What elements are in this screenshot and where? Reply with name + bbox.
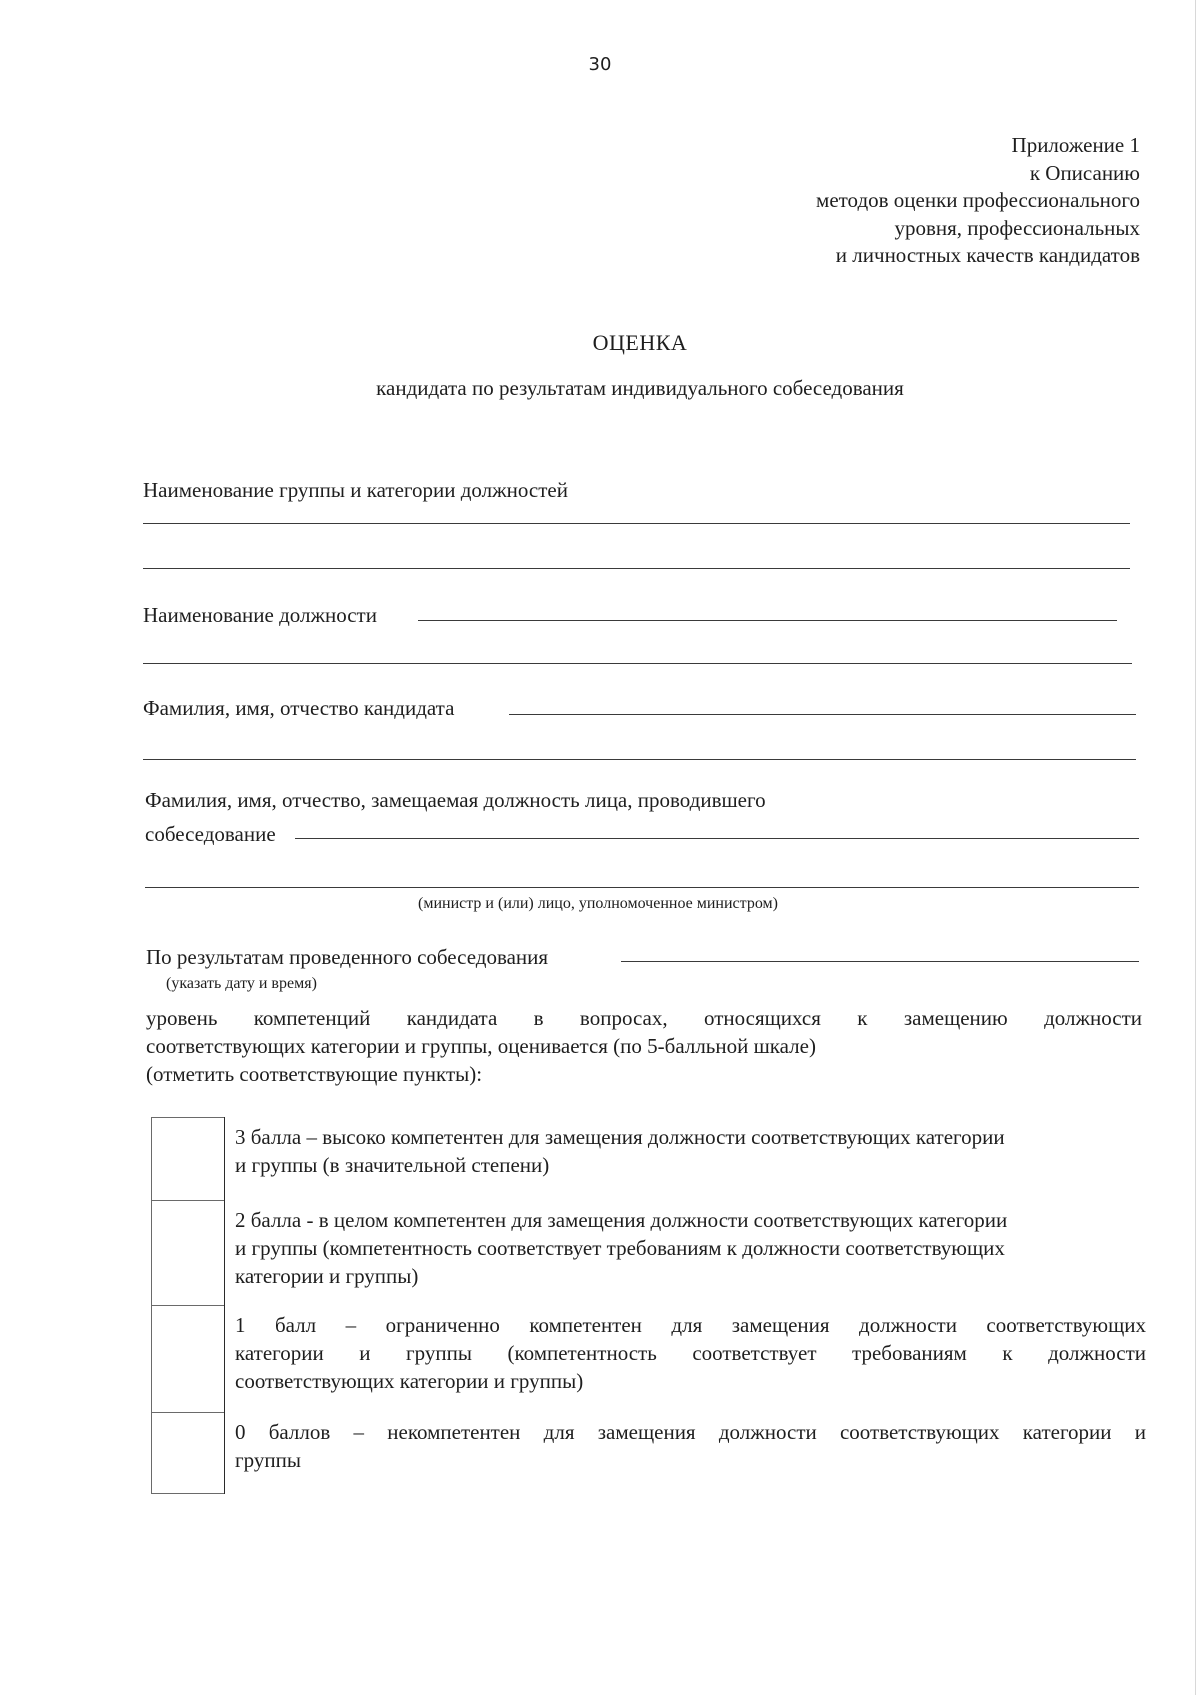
position-line-2[interactable] (143, 663, 1132, 664)
score-option-line: и группы (в значительной степени) (235, 1153, 550, 1177)
appendix-line: к Описанию (1029, 160, 1140, 185)
position-line-1[interactable] (418, 620, 1117, 621)
score-option-2 (151, 1200, 1146, 1305)
group-category-line-2[interactable] (143, 568, 1130, 569)
paragraph-line: соответствующих категории и группы, оценивается (по 5-балльной шкале) (146, 1034, 816, 1058)
score-option-line: 1 балл – ограниченно компетентен для замещения должности соответствующих (235, 1313, 1146, 1337)
interviewer-line-2[interactable] (145, 887, 1139, 888)
appendix-line: уровня, профессиональных (894, 215, 1140, 240)
score-option-line: 2 балла - в целом компетентен для замещения должности соответствующих категории (235, 1208, 1008, 1232)
appendix-line: Приложение 1 (1011, 133, 1140, 157)
score-option-text (224, 1412, 1146, 1494)
score-option-line: группы (235, 1448, 301, 1472)
group-category-label: Наименование группы и категории должностей (143, 478, 568, 502)
score-option-0 (151, 1412, 1146, 1494)
score-option-line: и группы (компетентность соответствует требованиям к должности соответствующих (235, 1236, 1005, 1260)
score-option-line: соответствующих категории и группы) (235, 1369, 584, 1393)
paragraph-line: (отметить соответствующие пункты): (146, 1062, 483, 1086)
appendix-line: и личностных качеств кандидатов (835, 243, 1140, 267)
score-option-text (224, 1117, 1146, 1200)
scan-edge (1195, 0, 1196, 1695)
interview-result-line[interactable] (621, 961, 1139, 962)
candidate-name-line-1[interactable] (509, 714, 1136, 715)
score-checkbox-2[interactable] (151, 1200, 225, 1305)
page-number: 30 (588, 54, 612, 75)
candidate-name-label: Фамилия, имя, отчество кандидата (143, 696, 455, 720)
assessment-paragraph (146, 1004, 1142, 1088)
interview-result-label: По результатам проведенного собеседования (146, 945, 549, 969)
interviewer-line-1[interactable] (295, 838, 1139, 839)
score-option-line: 0 баллов – некомпетентен для замещения должности соответствующих категории и (235, 1420, 1146, 1444)
score-option-line: 3 балла – высоко компетентен для замещения должности соответствующих категории (235, 1125, 1005, 1149)
paragraph-line: уровень компетенций кандидата в вопросах, относящихся к замещению должности (146, 1006, 1142, 1030)
score-option-line: категории и группы) (235, 1264, 419, 1288)
score-option-line: категории и группы (компетентность соответствует требованиям к должности (235, 1341, 1146, 1365)
score-option-1 (151, 1305, 1146, 1412)
interviewer-label-line1: Фамилия, имя, отчество, замещаемая должность лица, проводившего (145, 788, 766, 812)
document-subtitle: кандидата по результатам индивидуального собеседования (376, 376, 904, 400)
interviewer-hint: (министр и (или) лицо, уполномоченное министром) (418, 895, 778, 912)
score-checkbox-3[interactable] (151, 1117, 225, 1200)
score-checkbox-0[interactable] (151, 1412, 225, 1494)
score-checkbox-1[interactable] (151, 1305, 225, 1412)
interview-result-hint: (указать дату и время) (166, 975, 317, 992)
score-options (151, 1117, 1146, 1494)
score-option-text (224, 1305, 1146, 1412)
score-option-3 (151, 1117, 1146, 1200)
candidate-name-line-2[interactable] (143, 759, 1136, 760)
interviewer-label-line2: собеседование (145, 822, 276, 846)
group-category-line-1[interactable] (143, 523, 1130, 524)
position-label: Наименование должности (143, 603, 377, 627)
appendix-line: методов оценки профессионального (816, 188, 1140, 212)
score-option-text (224, 1200, 1146, 1305)
appendix-block (620, 132, 1140, 270)
document-title: ОЦЕНКА (592, 330, 688, 355)
